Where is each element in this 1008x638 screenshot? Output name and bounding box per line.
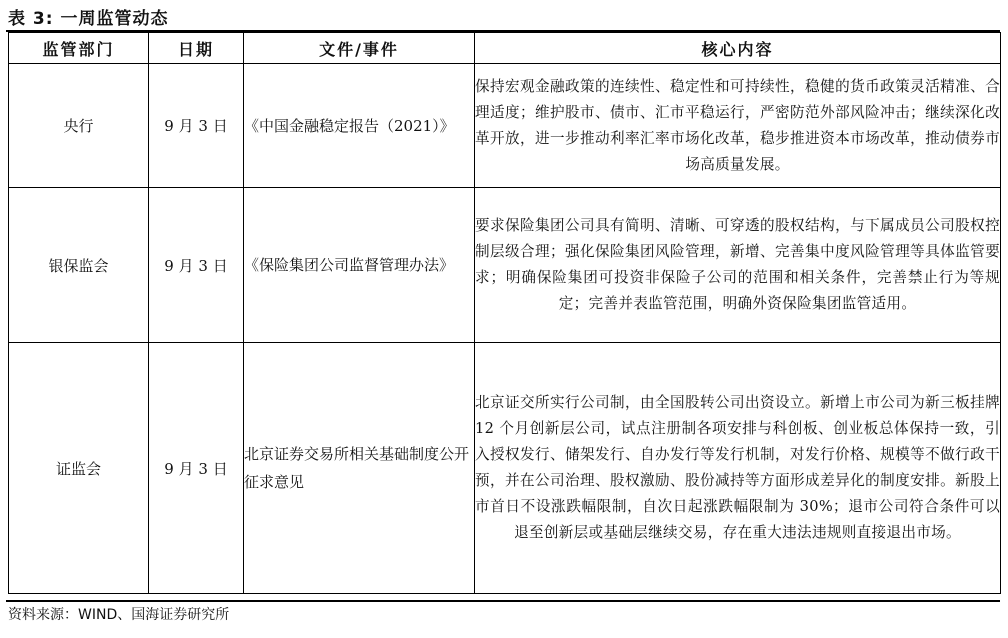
cell-date: 9 月 3 日 (149, 343, 244, 594)
table-row (9, 64, 1001, 188)
regulatory-table (8, 32, 1001, 594)
cell-content: 保持宏观金融政策的连续性、稳定性和可持续性，稳健的货币政策灵活精准、合理适度；维护股市、债市、汇市平稳运行，严密防范外部风险冲击；继续深化改革开放，进一步推动利率汇率市场化改革，稳步推进资本市场改革，推动债券市场高质量发展。 (475, 64, 1001, 188)
table-caption: 表 3: 一周监管动态 (8, 9, 169, 29)
header-document: 文件/事件 (244, 33, 475, 64)
cell-document: 《中国金融稳定报告（2021）》 (244, 64, 475, 188)
cell-document: 北京证券交易所相关基础制度公开征求意见 (244, 343, 475, 594)
cell-document: 《保险集团公司监督管理办法》 (244, 188, 475, 343)
cell-content: 北京证交所实行公司制，由全国股转公司出资设立。新增上市公司为新三板挂牌 12 个月创新层公司，试点注册制各项安排与科创板、创业板总体保持一致，引入授权发行、储架发行、自办发行等发行机制，对发行价格、规模等不做行政干预，并在公司治理、股权激励、股份减持等方面形成差异化的制度安排。新股上市首日不设涨跌幅限制，自次日起涨跌幅限制为 30%；退市公司符合条件可以退至创新层或基础层继续交易，存在重大违法违规则直接退出市场。 (475, 343, 1001, 594)
cell-date: 9 月 3 日 (149, 64, 244, 188)
cell-content: 要求保险集团公司具有简明、清晰、可穿透的股权结构，与下属成员公司股权控制层级合理；强化保险集团风险管理，新增、完善集中度风险管理等具体监管要求；明确保险集团可投资非保险子公司的范围和相关条件，完善禁止行为等规定；完善并表监管范围，明确外资保险集团监管适用。 (475, 188, 1001, 343)
cell-department: 银保监会 (9, 188, 149, 343)
table-header-row (9, 33, 1001, 64)
cell-department: 央行 (9, 64, 149, 188)
cell-date: 9 月 3 日 (149, 188, 244, 343)
cell-department: 证监会 (9, 343, 149, 594)
header-department: 监管部门 (9, 33, 149, 64)
table-row (9, 188, 1001, 343)
source-note: 资料来源：WIND、国海证券研究所 (8, 607, 230, 623)
table-row (9, 343, 1001, 594)
header-content: 核心内容 (475, 33, 1001, 64)
header-date: 日期 (149, 33, 244, 64)
bottom-rule (6, 600, 1000, 602)
